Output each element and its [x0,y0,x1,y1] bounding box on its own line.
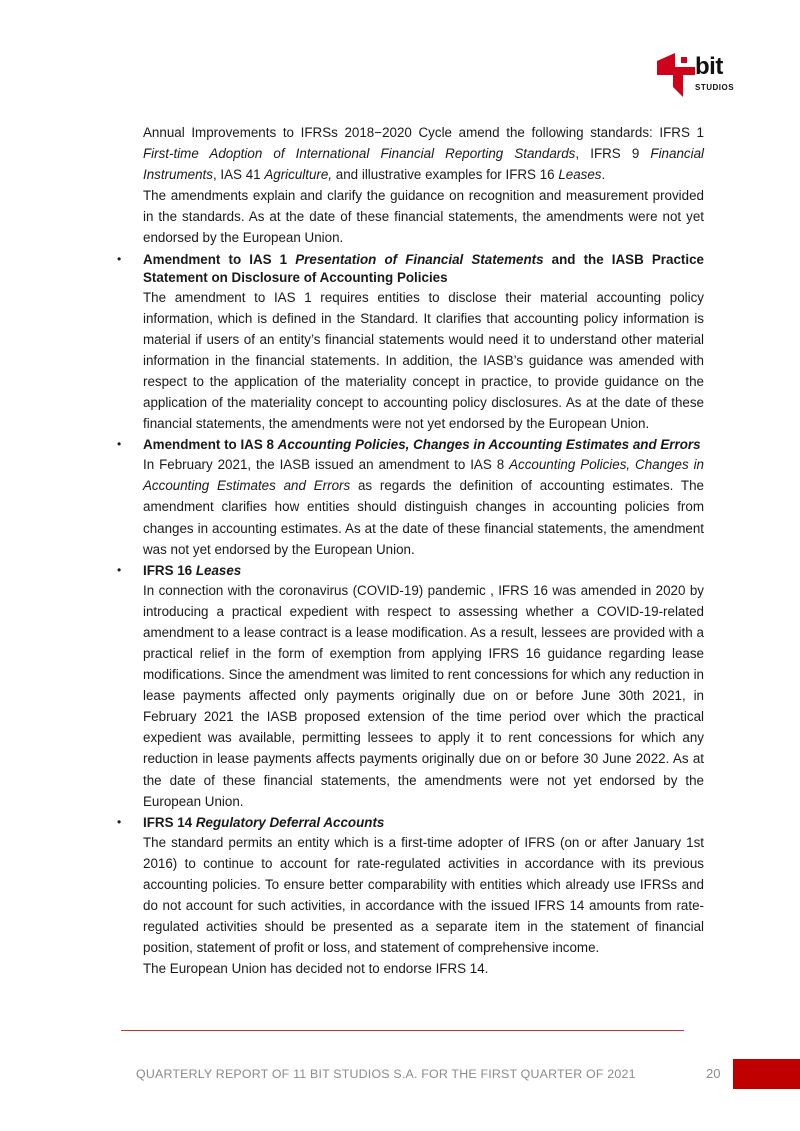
bullet-icon: • [117,562,122,577]
document-body [117,122,704,979]
logo-subtitle: STUDIOS [695,83,735,92]
footer-accent-block [733,1059,800,1089]
item-note: The European Union has decided not to endorse IFRS 14. [143,961,489,977]
intro-paragraph-2: The amendments explain and clarify the guidance on recognition and measurement provided in the standards. As at the date of these financial statements, the amendments were not yet endorsed by the European Union. [143,188,704,246]
item-heading: Amendment to IAS 8 Accounting Policies, Changes in Accounting Estimates and Errors [143,437,701,453]
bullet-icon: • [117,437,122,452]
item-body: The standard permits an entity which is a first-time adopter of IFRS (on or after January 1st 2016) to continue to account for rate-regulated activities in accordance with its previous accounting policies. To ensure better comparability with entities which already use IFRSs and do not account for such activities, in accordance with the issued IFRS 14 amounts from rate-regulated activities should be presented as a separate item in the statement of financial position, statement of profit or loss, and statement of comprehensive income. [143,834,704,956]
footer-title: QUARTERLY REPORT OF 11 BIT STUDIOS S.A. FOR THE FIRST QUARTER OF 2021 [136,1067,636,1081]
item-body: The amendment to IAS 1 requires entities to disclose their material accounting policy information, which is defined in the Standard. It clarifies that accounting policy information is material if users of an entity’s financial statements would need it to understand other material information in the financial statements. In addition, the IASB’s guidance was amended with respect to the application of the materiality concept in practice, to provide guidance on the application of the materiality concept to accounting policy disclosures. As at the date of these financial statements, the amendments were not yet endorsed by the European Union. [143,289,704,432]
intro-paragraph: Annual Improvements to IFRSs 2018−2020 Cycle amend the following standards: IFRS 1 First-time Adoption of International Financial Reporting Standards, IFRS 9 Financial Instruments, IAS 41 Agriculture, and illustrative examples for IFRS 16 Leases. [143,125,704,183]
item-heading: IFRS 14 Regulatory Deferral Accounts [143,814,385,830]
footer-divider [121,1030,684,1031]
logo-wordmark: bit [695,53,723,80]
list-item [117,434,704,559]
bullet-icon: • [117,814,122,829]
item-body: In connection with the coronavirus (COVID-19) pandemic , IFRS 16 was amended in 2020 by introducing a practical expedient with respect to assessing whether a COVID-19-related amendment to a lease contract is a lease modification. As a result, lessees are provided with a practical relief in the form of exemption from applying IFRS 16 guidance regarding lease modifications. Since the amendment was limited to rent concessions for which any reduction in lease payments affected only payments originally due on or before June 30th 2021, in February 2021 the IASB proposed extension of the time period over which the practical expedient was available, permitting lessees to apply it to rent concessions for which any reduction in lease payments affects payments originally due on or before 30 June 2022. As at the date of these financial statements, the amendments were not yet endorsed by the European Union. [143,582,704,809]
item-body: In February 2021, the IASB issued an amendment to IAS 8 Accounting Policies, Changes in Accounting Estimates and Errors as regards the definition of accounting estimates. The amendment clarifies how entities should distinguish changes in accounting policies from changes in accounting estimates. As at the date of these financial statements, the amendment was not yet endorsed by the European Union. [143,457,704,557]
item-heading: Amendment to IAS 1 Presentation of Financial Statements and the IASB Practice Statement on Disclosure of Accounting Policies [143,251,704,285]
item-heading: IFRS 16 Leases [143,562,242,578]
list-item [117,249,704,435]
page-number: 20 [706,1066,721,1081]
list-item [117,812,704,980]
list-item [117,560,704,812]
bullet-icon: • [117,251,122,266]
